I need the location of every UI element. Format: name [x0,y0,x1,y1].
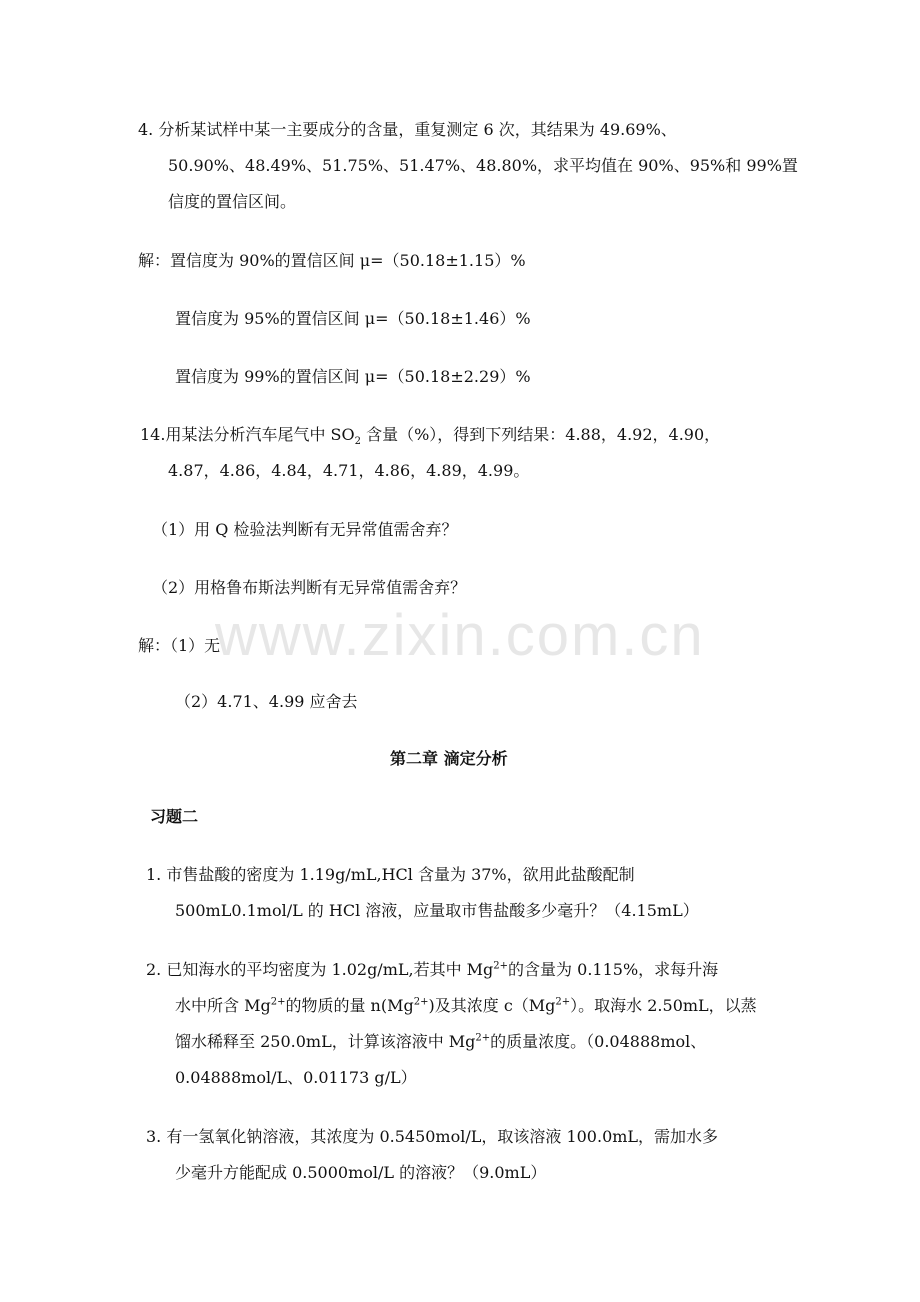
exercise-2-text: 的物质的量 n(Mg [285,996,414,1015]
exercise-2-text: 的含量为 0.115%，求每升海 [508,960,719,979]
answer-14-line-2: （2）4.71、4.99 应舍去 [175,692,358,711]
exercise-2-text: 水中所含 Mg [175,996,271,1015]
answer-4-line-3: 置信度为 99%的置信区间 μ=（50.18±2.29）% [175,367,531,386]
question-14-line-1-pre: 14.用某法分析汽车尾气中 SO [140,425,355,444]
mg-charge-superscript: 2+ [555,996,571,1008]
answer-4-line-2: 置信度为 95%的置信区间 μ=（50.18±1.46）% [175,309,531,328]
exercise-1-line-1: 1. 市售盐酸的密度为 1.19g/mL,HCl 含量为 37%，欲用此盐酸配制 [146,865,635,884]
exercise-2-line-3 [175,1032,706,1052]
mg-charge-superscript: 2+ [493,960,509,972]
question-14-sub-2: （2）用格鲁布斯法判断有无异常值需舍弃？ [152,578,467,597]
question-4-line-2: 50.90%、48.49%、51.75%、51.47%、48.80%，求平均值在 90%、95%和 99%置 [168,156,798,175]
mg-charge-superscript: 2+ [475,1032,491,1044]
so2-subscript: 2 [354,436,361,448]
question-4-line-1: 4. 分析某试样中某一主要成分的含量，重复测定 6 次，其结果为 49.69%、 [138,120,677,139]
mg-charge-superscript: 2+ [413,996,429,1008]
exercise-2-line-4: 0.04888mol/L、0.01173 g/L） [175,1068,417,1087]
exercise-2-line-2 [175,996,757,1016]
question-14-line-1-post: 含量（%），得到下列结果：4.88，4.92，4.90， [361,425,721,444]
exercise-title: 习题二 [150,807,199,826]
question-14-line-2: 4.87，4.86，4.84，4.71，4.86，4.89，4.99。 [168,461,530,480]
exercise-2-line-1 [146,960,718,980]
question-14-sub-1: （1）用 Q 检验法判断有无异常值需舍弃？ [152,520,458,539]
exercise-2-text: 馏水稀释至 250.0mL，计算该溶液中 Mg [175,1032,476,1051]
exercise-3-line-1: 3. 有一氢氧化钠溶液，其浓度为 0.5450mol/L，取该溶液 100.0mL，需加水多 [146,1127,719,1146]
watermark: www.zixin.com.cn [215,603,705,668]
exercise-2-text: 的质量浓度。（0.04888mol、 [490,1032,707,1051]
mg-charge-superscript: 2+ [270,996,286,1008]
exercise-1-line-2: 500mL0.1mol/L 的 HCl 溶液，应量取市售盐酸多少毫升？（4.15mL） [175,901,699,920]
chapter-title: 第二章 滴定分析 [390,749,508,768]
exercise-2-text: 2. 已知海水的平均密度为 1.02g/mL,若其中 Mg [146,960,494,979]
question-4-line-3: 信度的置信区间。 [168,192,297,211]
question-14-line-1 [140,425,721,448]
exercise-3-line-2: 少毫升方能配成 0.5000mol/L 的溶液？（9.0mL） [175,1163,547,1182]
exercise-2-text: ）。取海水 2.50mL，以蒸 [570,996,757,1015]
answer-4-line-1: 解：置信度为 90%的置信区间 μ=（50.18±1.15）% [138,251,526,270]
exercise-2-text: )及其浓度 c（Mg [428,996,556,1015]
answer-14-line-1: 解：（1）无 [138,636,221,655]
